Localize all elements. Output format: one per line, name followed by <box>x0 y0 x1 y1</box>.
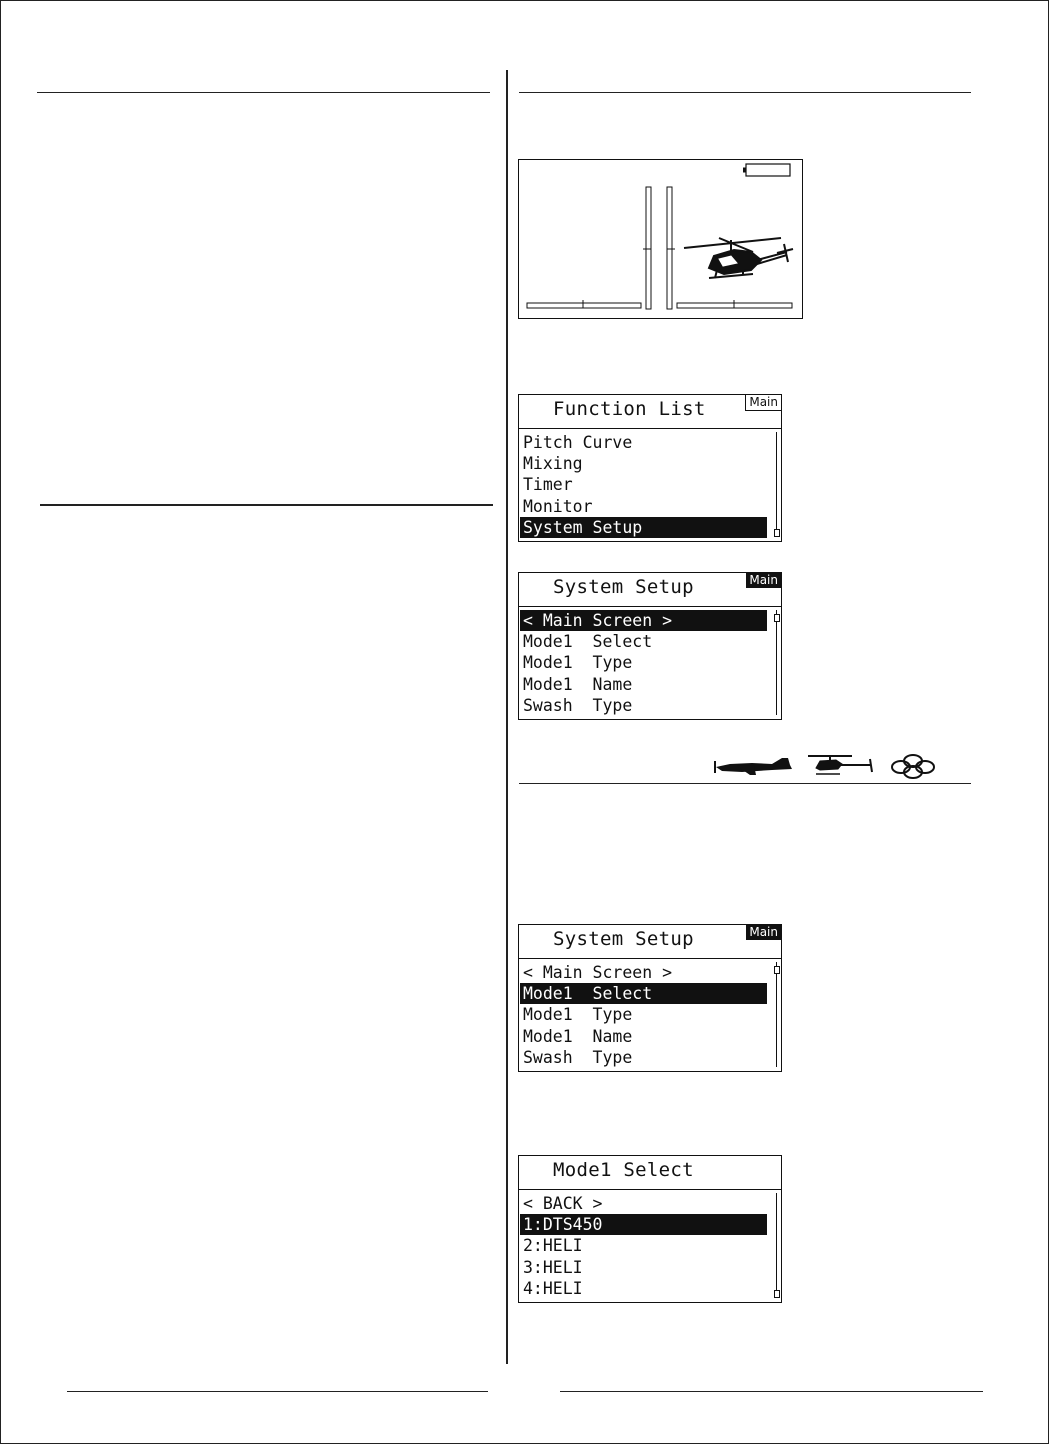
menu-item-main-screen[interactable]: < Main Screen > <box>523 963 673 982</box>
helicopter-icon <box>808 756 872 774</box>
menu-item-swash-type[interactable]: Swash Type <box>523 695 633 715</box>
menu-item-swash-type[interactable]: Swash Type <box>523 1047 633 1067</box>
menu-item-mixing[interactable]: Mixing <box>523 454 583 474</box>
scrollbar[interactable] <box>776 1193 777 1298</box>
menu-list <box>520 962 767 1068</box>
column-divider <box>506 70 508 1364</box>
airplane-icon <box>714 758 792 775</box>
screen-title: Function List <box>553 398 706 420</box>
screen-title: System Setup <box>553 576 694 598</box>
main-screen-lcd <box>518 159 803 319</box>
menu-item-monitor[interactable]: Monitor <box>523 496 593 516</box>
scrollbar[interactable] <box>776 610 777 715</box>
menu-item-mode-name[interactable]: Mode1 Name <box>523 1026 633 1046</box>
menu-item-model-3[interactable]: 3:HELI <box>523 1257 583 1277</box>
menu-list <box>520 1193 767 1299</box>
lcd-title-bar <box>519 1156 781 1190</box>
screen-title: System Setup <box>553 928 694 950</box>
scrollbar[interactable] <box>776 962 777 1067</box>
system-setup-lcd-1 <box>518 572 782 720</box>
menu-list <box>520 610 767 716</box>
function-list-lcd <box>518 394 782 542</box>
left-top-rule <box>37 92 490 93</box>
lcd-title-bar <box>519 573 781 607</box>
menu-item-main-screen[interactable]: < Main Screen > <box>520 610 767 631</box>
model-type-icons <box>712 752 942 780</box>
trim-bar-right-vertical <box>667 187 675 309</box>
lcd-title-bar <box>519 395 781 429</box>
scrollbar[interactable] <box>776 432 777 537</box>
quadcopter-icon <box>892 755 934 778</box>
footer-rule-left <box>67 1391 488 1392</box>
helicopter-icon <box>684 238 793 278</box>
menu-item-mode-name[interactable]: Mode1 Name <box>523 674 633 694</box>
trim-bar-left-vertical <box>643 187 651 309</box>
scroll-thumb[interactable] <box>774 966 780 974</box>
menu-list <box>520 432 767 538</box>
scroll-thumb[interactable] <box>774 1290 780 1298</box>
main-badge: Main <box>745 395 781 411</box>
scroll-thumb[interactable] <box>774 529 780 537</box>
mode-select-lcd <box>518 1155 782 1303</box>
menu-item-mode-select[interactable]: Mode1 Select <box>523 632 653 652</box>
menu-item-model-1[interactable]: 1:DTS450 <box>520 1214 767 1235</box>
main-badge: Main <box>746 573 781 588</box>
left-mid-rule <box>40 504 493 506</box>
trim-bar-left-horizontal <box>527 300 641 308</box>
menu-item-mode-type[interactable]: Mode1 Type <box>523 1005 633 1025</box>
system-setup-lcd-2 <box>518 924 782 1072</box>
battery-icon <box>743 164 790 176</box>
menu-item-model-2[interactable]: 2:HELI <box>523 1236 583 1256</box>
menu-item-timer[interactable]: Timer <box>523 475 573 495</box>
menu-item-model-4[interactable]: 4:HELI <box>523 1278 583 1298</box>
trim-bar-right-horizontal <box>677 300 792 308</box>
menu-item-pitch-curve[interactable]: Pitch Curve <box>523 433 633 452</box>
menu-item-mode-type[interactable]: Mode1 Type <box>523 653 633 673</box>
right-top-rule <box>519 92 971 93</box>
menu-item-mode-select[interactable]: Mode1 Select <box>520 983 767 1004</box>
main-badge: Main <box>746 925 781 940</box>
scroll-thumb[interactable] <box>774 614 780 622</box>
menu-item-system-setup[interactable]: System Setup <box>520 517 767 538</box>
main-screen-graphics <box>519 160 802 318</box>
footer-rule-right <box>560 1391 983 1392</box>
lcd-title-bar <box>519 925 781 959</box>
menu-item-back[interactable]: < BACK > <box>523 1194 603 1213</box>
right-mid-rule <box>519 783 971 784</box>
screen-title: Mode1 Select <box>553 1159 694 1181</box>
